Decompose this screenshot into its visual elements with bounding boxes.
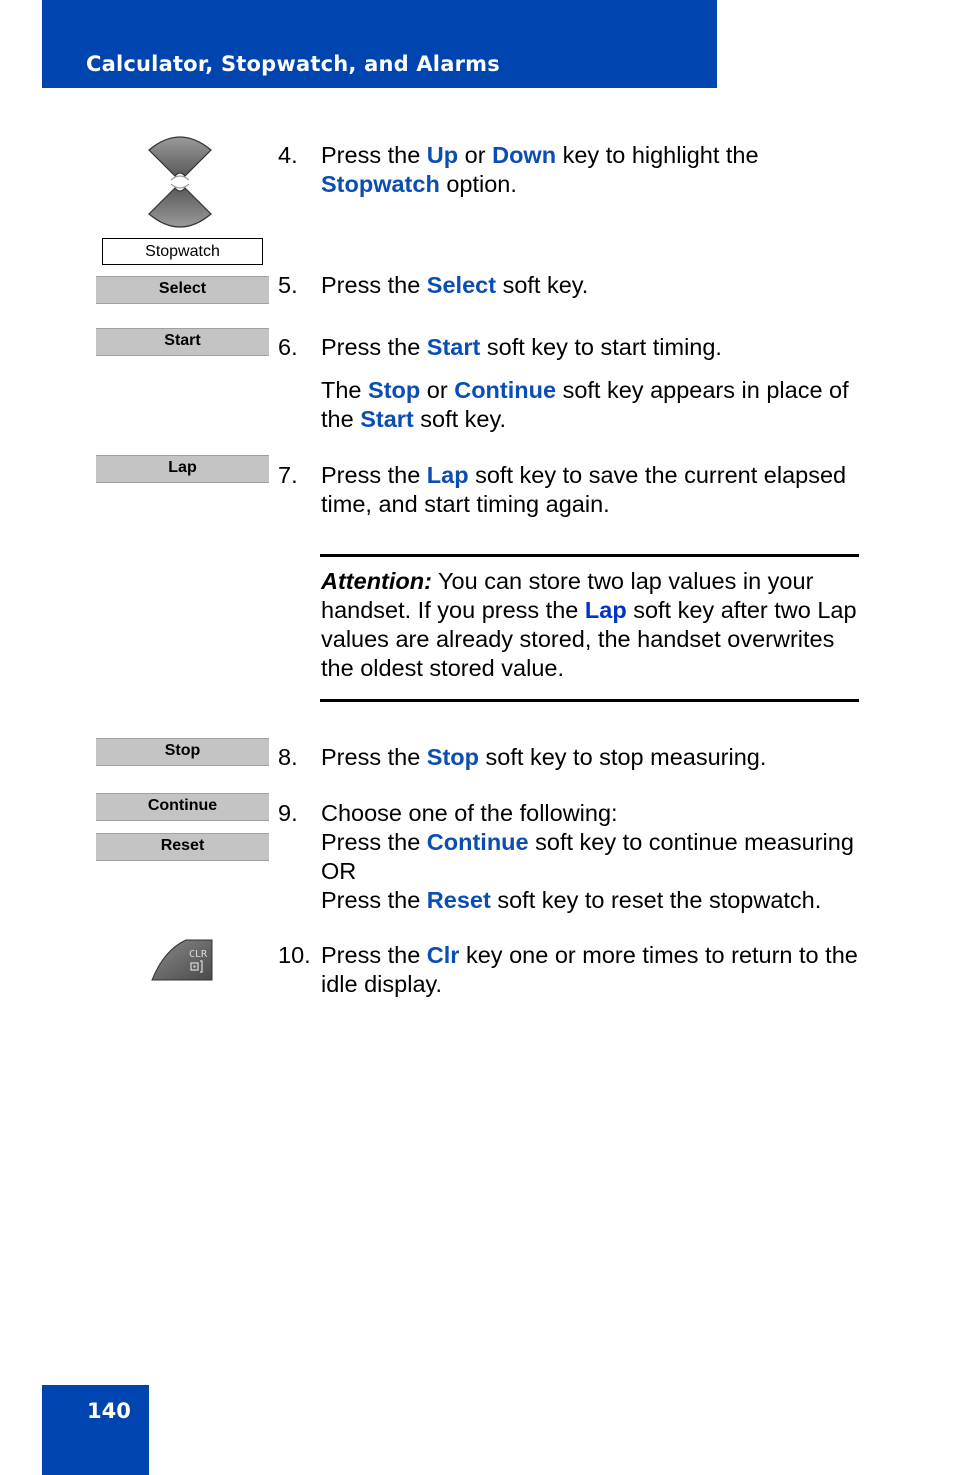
step-8	[278, 743, 868, 772]
keyword: Continue	[426, 829, 529, 855]
step-4	[278, 141, 868, 199]
continue-softkey[interactable]: Continue	[96, 793, 269, 821]
keyword: Lap	[426, 462, 469, 488]
attention-text: You can store two lap values in your handset. If you press the	[321, 568, 814, 623]
keyword: Reset	[426, 887, 491, 913]
stop-softkey[interactable]: Stop	[96, 738, 269, 766]
step-10	[278, 941, 868, 999]
keyword: Stop	[426, 744, 480, 770]
step-text: option.	[439, 171, 517, 197]
step-text: Press the	[321, 887, 427, 913]
clr-key-icon	[150, 938, 214, 982]
page-number-box	[42, 1385, 149, 1475]
option-reset	[321, 886, 868, 915]
step-number: 9.	[278, 800, 298, 826]
step-text: Press the	[321, 942, 427, 968]
step-text: soft key to reset the stopwatch.	[490, 887, 822, 913]
start-softkey[interactable]: Start	[96, 328, 269, 356]
keyword: Start	[426, 334, 481, 360]
step-number: 8.	[278, 744, 298, 770]
step-text: soft key to continue measuring	[528, 829, 854, 855]
step-number: 7.	[278, 462, 298, 488]
step-number: 5.	[278, 272, 298, 298]
keyword: Lap	[584, 597, 627, 623]
reset-softkey[interactable]: Reset	[96, 833, 269, 861]
keyword: Down	[492, 142, 557, 168]
header-bar	[42, 0, 717, 88]
step-text: Press the	[321, 142, 427, 168]
attention-bottom-rule	[320, 699, 859, 702]
step-text: or	[458, 142, 493, 168]
step-text: key to highlight the	[556, 142, 759, 168]
step-6-note	[321, 376, 869, 434]
display-stopwatch-option: Stopwatch	[102, 238, 263, 265]
note-text: soft key appears in place of the	[321, 377, 849, 432]
up-down-navigation-key-icon	[145, 132, 215, 232]
step-text: Press the	[321, 334, 427, 360]
page-title: Calculator, Stopwatch, and Alarms	[86, 52, 500, 76]
step-number: 6.	[278, 334, 298, 360]
step-number: 4.	[278, 142, 298, 168]
page-number: 140	[87, 1399, 131, 1423]
step-number: 10.	[278, 942, 311, 968]
lap-softkey[interactable]: Lap	[96, 455, 269, 483]
note-text: The	[321, 377, 369, 403]
step-5	[278, 271, 868, 300]
step-text: soft key.	[496, 272, 589, 298]
note-text: soft key.	[413, 406, 507, 432]
option-continue	[321, 828, 868, 857]
keyword: Select	[426, 272, 497, 298]
step-6	[278, 333, 868, 362]
step-text: key one or more times to return to the idle display.	[321, 942, 858, 997]
attention-label: Attention:	[321, 568, 432, 594]
keyword: Continue	[454, 377, 557, 403]
step-text: soft key to stop measuring.	[479, 744, 767, 770]
step-text: soft key to save the current elapsed time, and start timing again.	[321, 462, 847, 517]
step-text: soft key to start timing.	[480, 334, 722, 360]
step-7	[278, 461, 868, 519]
keyword: Stop	[368, 377, 421, 403]
step-text: Press the	[321, 744, 427, 770]
step-text: Press the	[321, 462, 427, 488]
keyword: Clr	[426, 942, 460, 968]
step-9	[278, 799, 868, 915]
note-text: or	[420, 377, 455, 403]
keyword: Up	[426, 142, 459, 168]
keyword: Start	[360, 406, 414, 432]
or-separator: OR	[321, 858, 357, 884]
attention-note	[321, 567, 869, 683]
select-softkey[interactable]: Select	[96, 276, 269, 304]
step-text: Press the	[321, 272, 427, 298]
step-intro: Choose one of the following:	[321, 800, 618, 826]
keyword: Stopwatch	[321, 171, 440, 197]
attention-top-rule	[320, 554, 859, 557]
clr-key-label: CLR	[188, 949, 208, 960]
attention-text: soft key after two Lap values are already stored, the handset overwrites the oldest stored value.	[321, 597, 857, 681]
step-text: Press the	[321, 829, 427, 855]
